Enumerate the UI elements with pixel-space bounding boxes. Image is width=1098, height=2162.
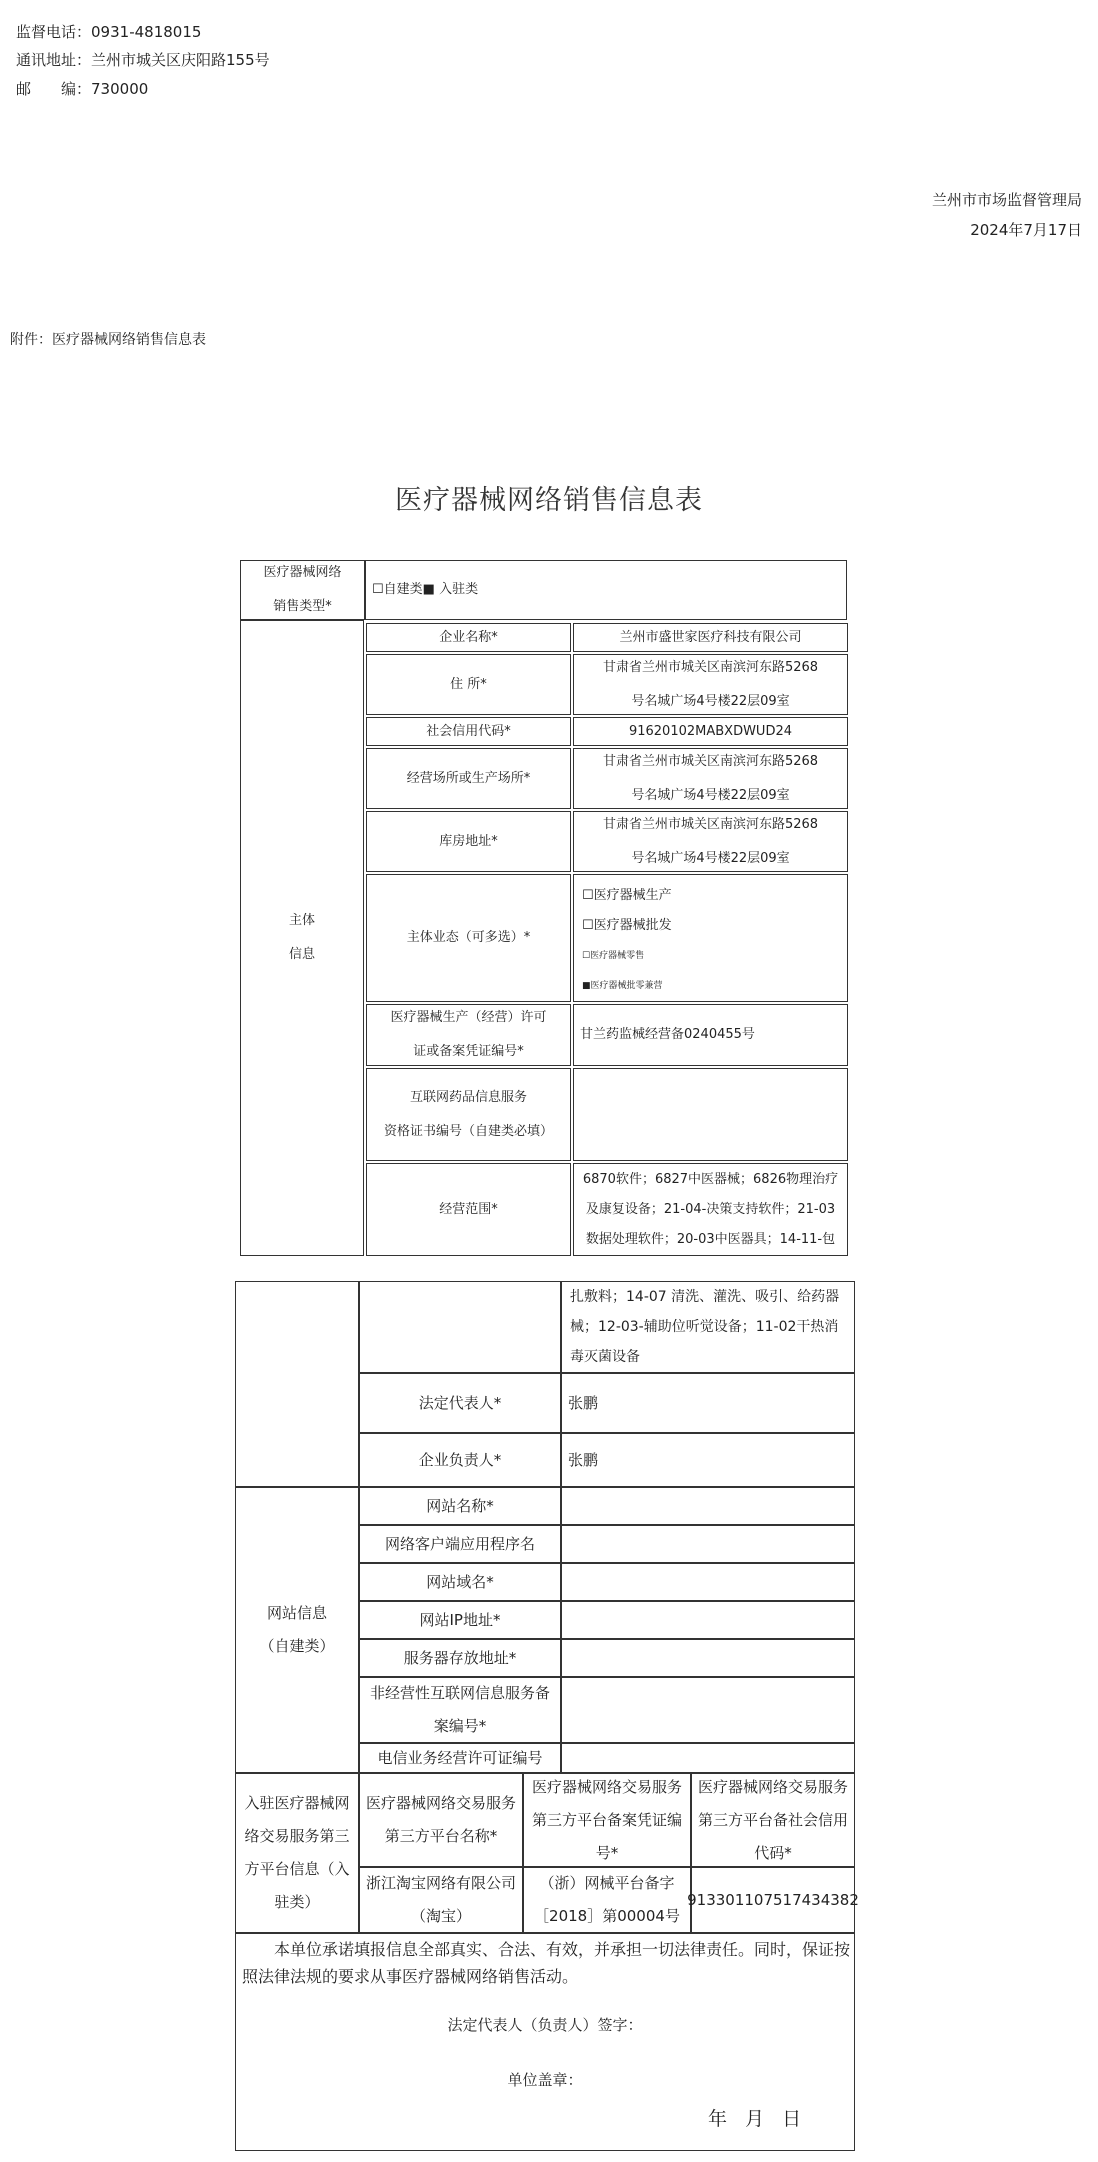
platform-credit-value: 913301107517434382: [691, 1867, 855, 1933]
platform-record-header: 医疗器械网络交易服务 第三方平台备案凭证编 号*: [523, 1773, 691, 1867]
ip-value: [561, 1601, 855, 1639]
supervision-phone: 监督电话：0931-4818015: [16, 23, 202, 41]
section-website-info: 网站信息 （自建类）: [235, 1487, 359, 1773]
legal-rep-label: 法定代表人*: [359, 1373, 561, 1433]
attachment-note: 附件：医疗器械网络销售信息表: [10, 332, 206, 348]
scope-value-cont: 扎敷料；14-07 清洗、灌洗、吸引、给药器 械；12-03-辅助位听觉设备；11-02干热消 毒灭菌设备: [561, 1281, 855, 1373]
seal-label: 单位盖章：: [507, 2071, 583, 2089]
app-name-label: 网络客户端应用程序名: [359, 1525, 561, 1563]
row-label-business-premises: 经营场所或生产场所*: [366, 748, 571, 809]
pledge-line-1: 本单位承诺填报信息全部真实、合法、有效，并承担一切法律责任。同时，保证按: [242, 1940, 851, 1959]
platform-credit-header: 医疗器械网络交易服务 第三方平台备社会信用 代码*: [691, 1773, 855, 1867]
row-value-business-premises: 甘肃省兰州市城关区南滨河东路5268 号名城广场4号楼22层09室: [573, 748, 848, 809]
option-production: ☐医疗器械生产: [582, 888, 672, 903]
website-name-label: 网站名称*: [359, 1487, 561, 1525]
row-label-license: 医疗器械生产（经营）许可 证或备案凭证编号*: [366, 1004, 571, 1066]
form-title: 医疗器械网络销售信息表: [395, 485, 703, 516]
platform-name-header: 医疗器械网络交易服务 第三方平台名称*: [359, 1773, 523, 1867]
legal-rep-value: 张鹏: [561, 1373, 855, 1433]
row-value-warehouse: 甘肃省兰州市城关区南滨河东路5268 号名城广场4号楼22层09室: [573, 811, 848, 872]
ip-label: 网站IP地址*: [359, 1601, 561, 1639]
issue-date: 2024年7月17日: [970, 221, 1082, 239]
platform-name-value: 浙江淘宝网络有限公司 （淘宝）: [359, 1867, 523, 1933]
row-label-warehouse: 库房地址*: [366, 811, 571, 872]
section-main-info: 主体 信息: [240, 620, 364, 1256]
sales-type-value: ☐自建类■ 入驻类: [365, 560, 847, 620]
icp-value: [561, 1677, 855, 1743]
row-value-company-name: 兰州市盛世家医疗科技有限公司: [573, 623, 848, 652]
pledge-line-2: 照法律法规的要求从事医疗器械网络销售活动。: [242, 1967, 579, 1986]
row-label-scope: 经营范围*: [366, 1163, 571, 1256]
issuer-name: 兰州市市场监督管理局: [931, 191, 1082, 209]
server-address-value: [561, 1639, 855, 1677]
pledge-box: [235, 1933, 855, 2151]
app-name-value: [561, 1525, 855, 1563]
row-value-domicile: 甘肃省兰州市城关区南滨河东路5268 号名城广场4号楼22层09室: [573, 654, 848, 715]
domain-label: 网站域名*: [359, 1563, 561, 1601]
platform-record-value: （浙）网械平台备字 ［2018］第00004号: [523, 1867, 691, 1933]
mailing-address: 通讯地址：兰州市城关区庆阳路155号: [16, 51, 270, 69]
icp-label: 非经营性互联网信息服务备 案编号*: [359, 1677, 561, 1743]
telecom-license-value: [561, 1743, 855, 1773]
row-label-company-name: 企业名称*: [366, 623, 571, 652]
row-label-credit-code: 社会信用代码*: [366, 717, 571, 746]
row-label-business-form: 主体业态（可多选）*: [366, 874, 571, 1002]
postcode: 邮 编：730000: [16, 80, 149, 98]
telecom-license-label: 电信业务经营许可证编号: [359, 1743, 561, 1773]
row-value-credit-code: 91620102MABXDWUD24: [573, 717, 848, 746]
principal-label: 企业负责人*: [359, 1433, 561, 1487]
scope-label-cont: [359, 1281, 561, 1373]
section-main-info-cont: [235, 1281, 359, 1487]
row-value-internet-cert: [573, 1068, 848, 1161]
row-label-internet-cert: 互联网药品信息服务 资格证书编号（自建类必填）: [366, 1068, 571, 1161]
signature-label: 法定代表人（负责人）签字：: [447, 2016, 643, 2034]
option-wholesale: ☐医疗器械批发: [582, 918, 672, 933]
server-address-label: 服务器存放地址*: [359, 1639, 561, 1677]
sales-type-label: 医疗器械网络 销售类型*: [240, 560, 365, 620]
row-label-domicile: 住 所*: [366, 654, 571, 715]
row-value-business-form: [573, 874, 848, 1002]
row-value-license: 甘兰药监械经营备0240455号: [573, 1004, 848, 1066]
option-wholesale-retail: ■医疗器械批零兼营: [582, 981, 663, 991]
domain-value: [561, 1563, 855, 1601]
row-value-scope: 6870软件；6827中医器械；6826物理治疗 及康复设备；21-04-决策支持软件；21-03 数据处理软件；20-03中医器具；14-11-包: [573, 1163, 848, 1256]
date-blank: 年 月 日: [708, 2108, 804, 2130]
principal-value: 张鹏: [561, 1433, 855, 1487]
website-name-value: [561, 1487, 855, 1525]
section-platform-info: 入驻医疗器械网 络交易服务第三 方平台信息（入 驻类）: [235, 1773, 359, 1933]
option-retail: ☐医疗器械零售: [582, 951, 645, 961]
